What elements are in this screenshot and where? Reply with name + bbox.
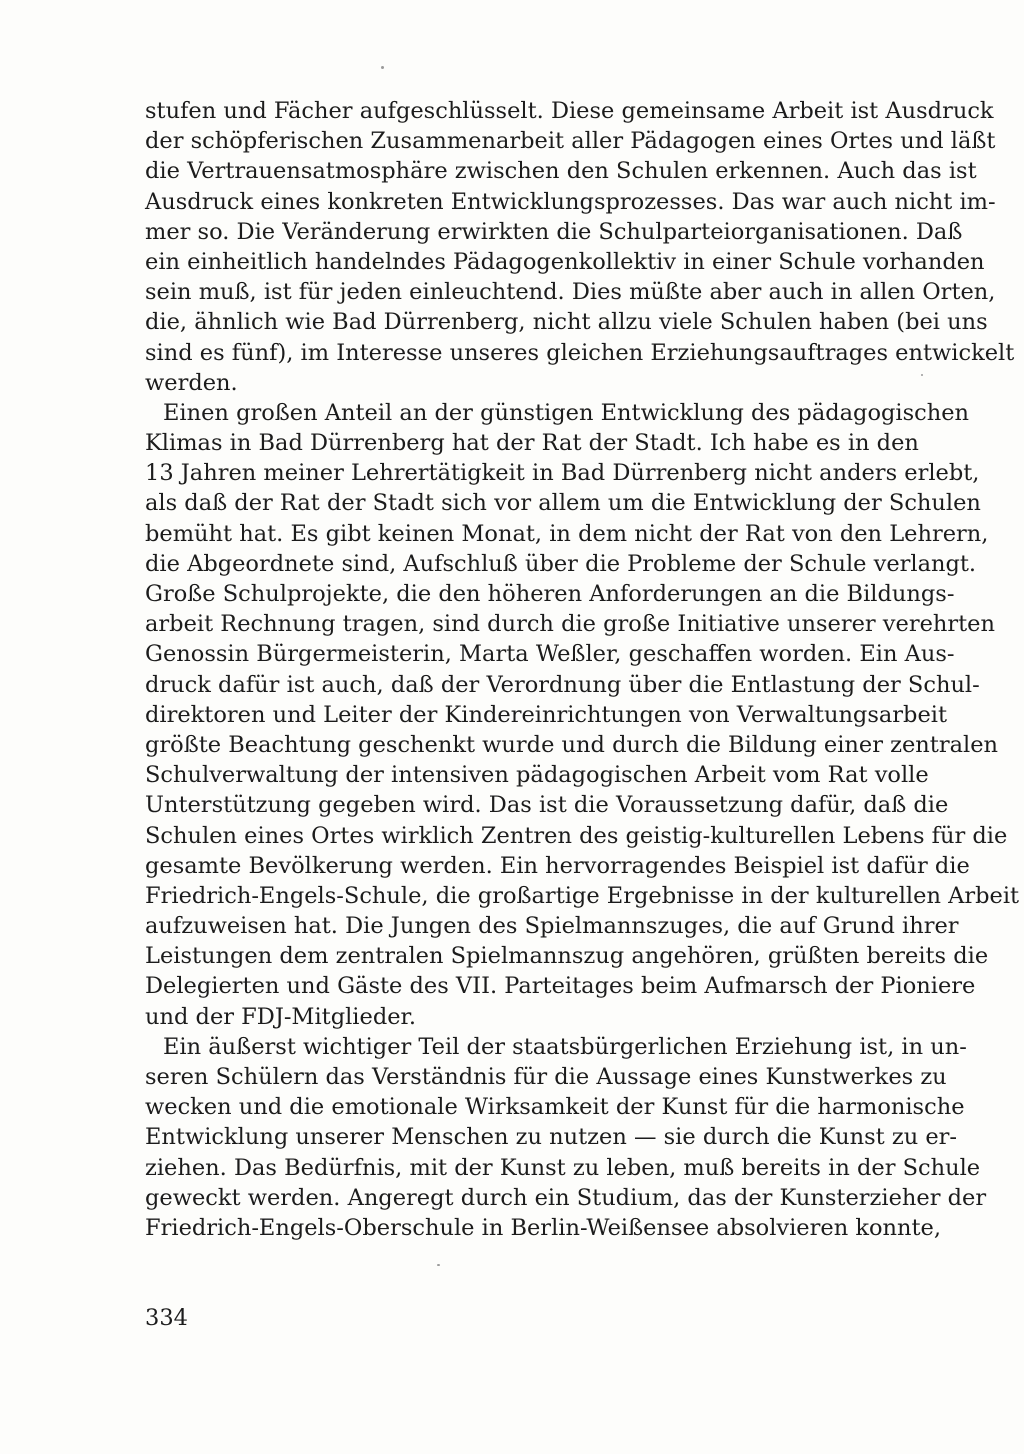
text-line: Ausdruck eines konkreten Entwicklungsprozesses. Das war auch nicht im- bbox=[145, 188, 996, 215]
text-line: aufzuweisen hat. Die Jungen des Spielmannszuges, die auf Grund ihrer bbox=[145, 913, 959, 940]
text-line: größte Beachtung geschenkt wurde und durch die Bildung einer zentralen bbox=[145, 731, 999, 758]
text-line: mer so. Die Veränderung erwirkten die Schulparteiorganisationen. Daß bbox=[145, 218, 963, 245]
text-line: ein einheitlich handelndes Pädagogenkollektiv in einer Schule vorhanden bbox=[145, 248, 985, 275]
text-line: und der FDJ-Mitglieder. bbox=[145, 1003, 416, 1030]
text-line: die Abgeordnete sind, Aufschluß über die Probleme der Schule verlangt. bbox=[145, 550, 977, 577]
text-line: 13 Jahren meiner Lehrertätigkeit in Bad Dürrenberg nicht anders erlebt, bbox=[145, 460, 980, 487]
page-number: 334 bbox=[145, 1305, 188, 1331]
text-line: als daß der Rat der Stadt sich vor allem um die Entwicklung der Schulen bbox=[145, 490, 981, 517]
text-line: Große Schulprojekte, die den höheren Anforderungen an die Bildungs- bbox=[145, 581, 955, 607]
paragraph bbox=[145, 96, 1015, 398]
text-line: bemüht hat. Es gibt keinen Monat, in dem nicht der Rat von den Lehrern, bbox=[145, 520, 989, 547]
body-text bbox=[145, 96, 1020, 1243]
text-line: Schulen eines Ortes wirklich Zentren des geistig-kulturellen Lebens für die bbox=[145, 822, 1008, 849]
text-line: sein muß, ist für jeden einleuchtend. Dies müßte aber auch in allen Orten, bbox=[145, 279, 996, 306]
text-line: Einen großen Anteil an der günstigen Entwicklung des pädagogischen bbox=[163, 399, 970, 426]
text-line: Unterstützung gegeben wird. Das ist die Voraussetzung dafür, daß die bbox=[145, 792, 949, 819]
text-line: Entwicklung unserer Menschen zu nutzen — sie durch die Kunst zu er- bbox=[145, 1124, 958, 1151]
text-line: die Vertrauensatmosphäre zwischen den Schulen erkennen. Auch das ist bbox=[145, 158, 977, 185]
text-line: Schulverwaltung der intensiven pädagogischen Arbeit vom Rat volle bbox=[145, 762, 929, 789]
text-line: gesamte Bevölkerung werden. Ein hervorragendes Beispiel ist dafür die bbox=[145, 852, 970, 879]
text-line: sind es fünf), im Interesse unseres gleichen Erziehungsauftrages entwickelt bbox=[145, 339, 1015, 366]
text-line: Klimas in Bad Dürrenberg hat der Rat der Stadt. Ich habe es in den bbox=[145, 430, 919, 457]
text-line: druck dafür ist auch, daß der Verordnung über die Entlastung der Schul- bbox=[145, 671, 980, 698]
paragraph bbox=[145, 1032, 987, 1243]
text-line: Ein äußerst wichtiger Teil der staatsbürgerlichen Erziehung ist, in un- bbox=[163, 1033, 967, 1060]
text-line: Genossin Bürgermeisterin, Marta Weßler, geschaffen worden. Ein Aus- bbox=[145, 641, 955, 668]
text-line: seren Schülern das Verständnis für die Aussage eines Kunstwerkes zu bbox=[145, 1064, 947, 1090]
print-speck bbox=[437, 1264, 440, 1266]
text-line: direktoren und Leiter der Kindereinrichtungen von Verwaltungsarbeit bbox=[145, 701, 948, 728]
text-line: Leistungen dem zentralen Spielmannszug angehören, grüßten bereits die bbox=[145, 943, 989, 970]
text-line: wecken und die emotionale Wirksamkeit der Kunst für die harmonische bbox=[145, 1094, 965, 1121]
print-speck bbox=[921, 374, 923, 376]
text-line: stufen und Fächer aufgeschlüsselt. Diese gemeinsame Arbeit ist Ausdruck bbox=[145, 98, 994, 124]
text-line: werden. bbox=[145, 369, 238, 396]
text-line: der schöpferischen Zusammenarbeit aller Pädagogen eines Ortes und läßt bbox=[145, 128, 996, 155]
paragraph bbox=[145, 398, 1020, 1032]
text-line: ziehen. Das Bedürfnis, mit der Kunst zu leben, muß bereits in der Schule bbox=[145, 1154, 981, 1181]
text-line: Friedrich-Engels-Schule, die großartige Ergebnisse in der kulturellen Arbeit bbox=[145, 882, 1020, 909]
text-line: Delegierten und Gäste des VII. Parteitages beim Aufmarsch der Pioniere bbox=[145, 973, 976, 1000]
print-speck bbox=[381, 66, 384, 69]
text-line: geweckt werden. Angeregt durch ein Studium, das der Kunsterzieher der bbox=[145, 1184, 987, 1211]
text-line: Friedrich-Engels-Oberschule in Berlin-Weißensee absolvieren konnte, bbox=[145, 1214, 942, 1241]
text-line: arbeit Rechnung tragen, sind durch die große Initiative unserer verehrten bbox=[145, 611, 995, 638]
text-line: die, ähnlich wie Bad Dürrenberg, nicht allzu viele Schulen haben (bei uns bbox=[145, 309, 988, 336]
